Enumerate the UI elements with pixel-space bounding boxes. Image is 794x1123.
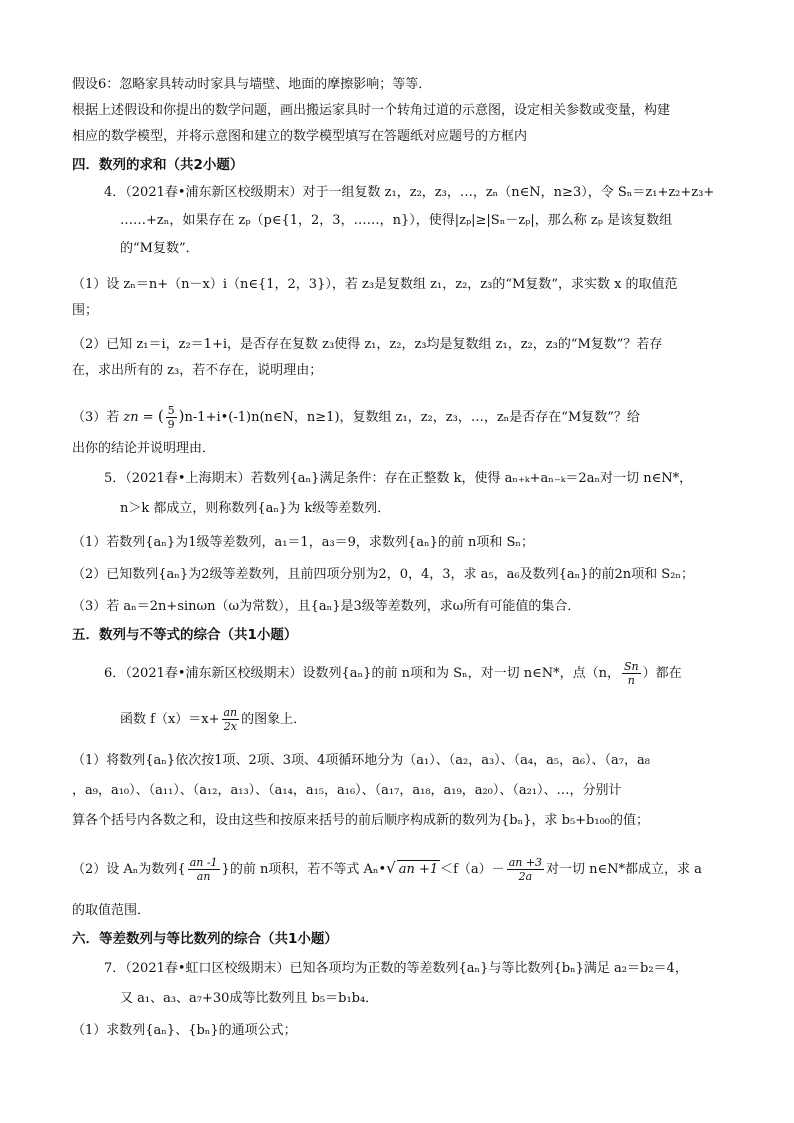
section-heading-4: 四．数列的求和（共2小题） [72, 157, 244, 173]
q7-line-2: 又 a₁、a₃、a₇+30成等比数列且 b₅＝b₁b₄． [120, 991, 379, 1006]
fraction-numerator: an -1 [189, 856, 218, 869]
q6-part-2-text-b: }的前 n项积，若不等式 Aₙ• [221, 862, 387, 877]
sqrt-expression: an +1 [398, 862, 439, 877]
q6-part-2-text-c: ＜f（a）－ [440, 862, 505, 877]
q6-part-2-text: （2）设 Aₙ为数列{ [72, 862, 186, 877]
fraction-denominator: 2x [223, 720, 237, 733]
q5-part-3: （3）若 aₙ＝2n+sinωn（ω为常数），且{aₙ}是3级等差数列，求ω所有可能值的集合． [72, 599, 581, 614]
q4-part-1b: 围； [72, 303, 99, 318]
fraction-denominator: 2a [518, 870, 533, 883]
q4-part-2b: 在，求出所有的 z₃，若不存在，说明理由； [72, 363, 323, 378]
q6-line-1-text: 6．（2021春•浦东新区校级期末）设数列{aₙ}的前 n项和为 Sₙ，对一切 n∈N*，点（n， [104, 666, 620, 681]
text-line: 根据上述假设和你提出的数学问题，画出搬运家具时一个转角过道的示意图，设定相关参数或变量，构建 [72, 103, 671, 118]
fraction-denominator: an [196, 870, 211, 883]
zn-expression: zn = [123, 410, 154, 425]
q7-part-1: （1）求数列{aₙ}、{bₙ}的通项公式； [72, 1023, 297, 1038]
q6-line-1 [104, 660, 682, 687]
q6-line-1-tail: ）都在 [642, 666, 682, 681]
q6-line-2-text: 函数 f（x）＝x+ [120, 712, 220, 727]
q4-line-3: 的“M复数”． [120, 241, 199, 256]
q5-part-1: （1）若数列{aₙ}为1级等差数列，a₁＝1，a₃＝9，求数列{aₙ}的前 n项和 Sₙ； [72, 535, 535, 550]
section-heading-5: 五．数列与不等式的综合（共1小题） [72, 627, 298, 643]
q4-part-2a: （2）已知 z₁＝i，z₂＝1+i，是否存在复数 z₃使得 z₁，z₂，z₃均是复数组 z₁，z₂，z₃的“M复数”？若存 [72, 337, 663, 352]
fraction [222, 706, 240, 733]
q4-line-1: 4．（2021春•浦东新区校级期末）对于一组复数 z₁，z₂，z₃，…，zₙ（n∈N，n≥3），令 Sₙ＝z₁+z₂+z₃+ [104, 185, 715, 200]
q6-part-2e: 的取值范围． [72, 903, 151, 918]
fraction [166, 404, 177, 431]
q5-line-2: n＞k 都成立，则称数列{aₙ}为 k级等差数列． [120, 501, 391, 516]
text-line: 假设6：忽略家具转动时家具与墙壁、地面的摩擦影响；等等． [72, 77, 432, 92]
q7-line-1: 7．（2021春•虹口区校级期末）已知各项均为正数的等差数列{aₙ}与等比数列{bₙ}满足 a₂＝b₂＝4， [104, 961, 688, 976]
fraction [622, 660, 641, 687]
q4-part-3: （3）若 zn = ( $\frac{5}{9}$ )n-1+i•(-1)n(n∈N，n≥1)，复数组 z₁，z₂，z₃，…，zₙ是否存在“M复数”？给 [72, 404, 640, 431]
q5-part-2: （2）已知数列{aₙ}为2级等差数列，且前四项分别为2，0，4，3，求 a₅，a₆及数列{aₙ}的前2n项和 S₂ₙ； [72, 567, 695, 582]
q4-part-3-prefix: （3）若 [72, 410, 120, 425]
q5-line-1: 5．（2021春•上海期末）若数列{aₙ}满足条件：存在正整数 k，使得 aₙ₊ₖ+aₙ₋ₖ＝2aₙ对一切 n∈N*， [104, 471, 693, 486]
q6-part-2-text-d: 对一切 n∈N*都成立，求 a [546, 862, 702, 877]
section-heading-6: 六．等差数列与等比数列的综合（共1小题） [72, 931, 338, 947]
fraction-numerator: an +3 [508, 856, 543, 869]
q4-part-1a: （1）设 zₙ＝n+（n－x）i（n∈{1，2，3}），若 z₃是复数组 z₁，z₂，z₃的“M复数”，求实数 x 的取值范 [72, 277, 678, 292]
q6-part-1b: ，a₉，a₁₀）、（a₁₁）、（a₁₂，a₁₃）、（a₁₄，a₁₅，a₁₆）、（a₁₇，a₁₈，a₁₉，a₂₀）、（a₂₁）、…，分别计 [72, 783, 622, 798]
fraction-numerator: 5 [167, 404, 175, 417]
fraction [507, 856, 544, 883]
fraction-numerator: an [223, 706, 238, 719]
fraction-numerator: Sn [623, 660, 639, 673]
q6-line-2 [120, 706, 306, 733]
q6-part-1a: （1）将数列{aₙ}依次按1项、2项、3项、4项循环地分为（a₁）、（a₂，a₃）、（a₄，a₅，a₆）、（a₇，a₈ [72, 753, 650, 768]
fraction [188, 856, 220, 883]
q6-line-2-tail: 的图象上． [241, 712, 307, 727]
q6-part-2: （2）设 Aₙ为数列{ $\frac{an -1}{an}$ }的前 n项积，若不等式 Aₙ•√ an +1 ＜f（a）－ $\frac{an +3}{2a}$ 对一切 n∈N*都成立，求 a [72, 856, 702, 883]
fraction-denominator: n [627, 674, 635, 687]
q4-part-3-tail: n-1+i•(-1)n(n∈N，n≥1)，复数组 z₁，z₂，z₃，…，zₙ是否存在“M复数”？给 [184, 410, 640, 425]
text-line: 相应的数学模型，并将示意图和建立的数学模型填写在答题纸对应题号的方框内 [72, 129, 528, 144]
q4-line-2: ……+zₙ，如果存在 zₚ（p∈{1，2，3，……，n}），使得|zₚ|≥|Sₙ－zₚ|，那么称 zₚ 是该复数组 [120, 213, 673, 228]
fraction-denominator: 9 [167, 418, 175, 431]
q6-part-1c: 算各个括号内各数之和，设由这些和按原来括号的前后顺序构成新的数列为{bₙ}，求 b₅+b₁₀₀的值； [72, 813, 650, 828]
q4-part-3b: 出你的结论并说明理由． [72, 441, 216, 456]
